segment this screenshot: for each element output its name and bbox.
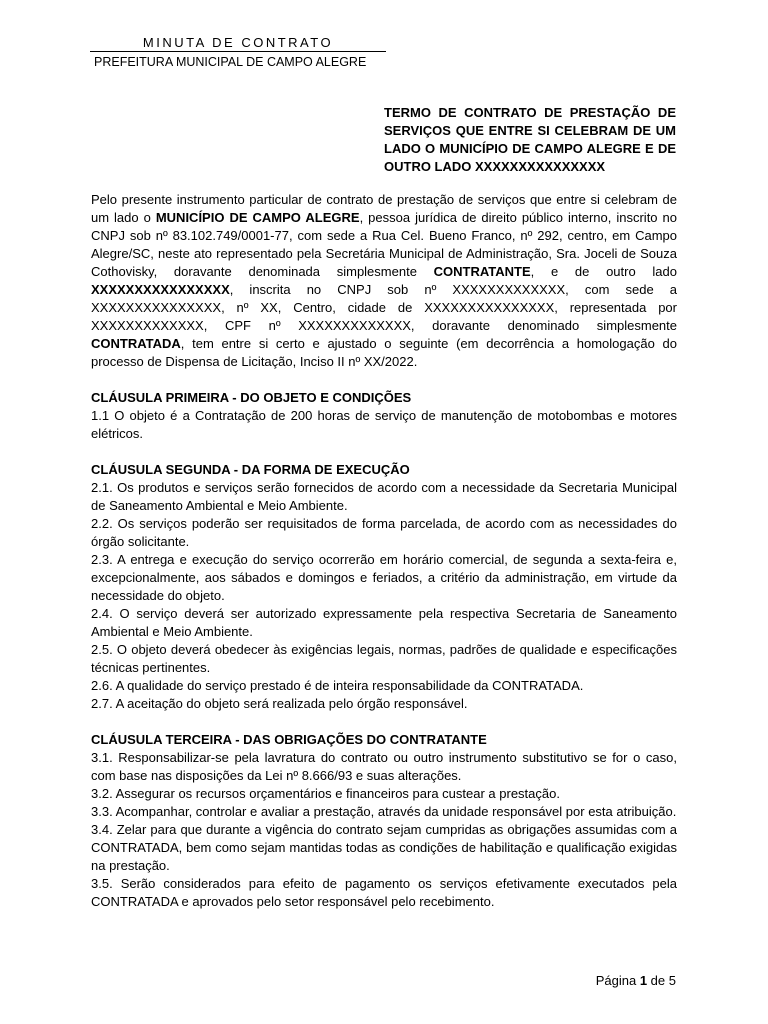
- header-subtitle: PREFEITURA MUNICIPAL DE CAMPO ALEGRE: [94, 55, 367, 69]
- page-number: 1: [639, 973, 648, 988]
- clause-heading: CLÁUSULA PRIMEIRA - DO OBJETO E CONDIÇÕES: [91, 390, 412, 405]
- contratada-placeholder-name: XXXXXXXXXXXXXXXX: [91, 282, 230, 297]
- clause-item: 2.7. A aceitação do objeto será realizada pelo órgão responsável.: [91, 696, 468, 711]
- intro-text-4: , inscrita no CNPJ sob nº XXXXXXXXXXXXX, com sede a XXXXXXXXXXXXXXX, nº XX, Centro, cidade de XXXXXXXXXXXXXXX, representada por XXXXXXXXXXXXX, CPF nº XXXXXXXXXXXXX, doravante denominado simplesmente: [91, 282, 677, 333]
- clause-heading: CLÁUSULA TERCEIRA - DAS OBRIGAÇÕES DO CONTRATANTE: [91, 732, 487, 747]
- page-footer: [596, 972, 676, 990]
- clause-item: 1.1 O objeto é a Contratação de 200 horas de serviço de manutenção de motobombas e motores elétricos.: [91, 408, 677, 441]
- clause-item: 3.2. Assegurar os recursos orçamentários e financeiros para custear a prestação.: [91, 786, 560, 801]
- intro-paragraph: [91, 191, 677, 371]
- spacer: [91, 443, 677, 461]
- clause-item: 2.3. A entrega e execução do serviço ocorrerão em horário comercial, de segunda a sexta-feira e, excepcionalmente, aos sábados e domingos e feriados, a critério da administração, em virtude da necessidade do objeto.: [91, 552, 677, 603]
- clause-item: 3.3. Acompanhar, controlar e avaliar a prestação, através da unidade responsável por esta atribuição.: [91, 804, 677, 819]
- intro-text-2: , pessoa jurídica de direito público interno, inscrito no CNPJ sob nº 83.102.749/0001-77, com sede a Rua Cel. Bueno Franco, nº 292, centro, em Campo Alegre/SC, neste ato representado pela Secretária Municipal de Administração, Sra. Joceli de Souza Cothovisky, doravante denominada simplesmente: [91, 210, 677, 279]
- clause-item: 2.4. O serviço deverá ser autorizado expressamente pela respectiva Secretaria de Saneamento Ambiental e Meio Ambiente.: [91, 606, 677, 639]
- contratada-label: CONTRATADA: [91, 336, 181, 351]
- clause-item: 2.6. A qualidade do serviço prestado é de inteira responsabilidade da CONTRATADA.: [91, 678, 584, 693]
- clause-item: 3.1. Responsabilizar-se pela lavratura do contrato ou outro instrumento substitutivo se for o caso, com base nas disposições da Lei nº 8.666/93 e suas alterações.: [91, 750, 677, 783]
- clause-item: 2.5. O objeto deverá obedecer às exigências legais, normas, padrões de qualidade e especificações técnicas pertinentes.: [91, 642, 677, 675]
- page-total: 5: [668, 973, 676, 988]
- spacer: [91, 371, 677, 389]
- spacer: [91, 713, 677, 731]
- intro-text-3: , e de outro lado: [530, 264, 677, 279]
- contract-title: TERMO DE CONTRATO DE PRESTAÇÃO DE SERVIÇOS QUE ENTRE SI CELEBRAM DE UM LADO O MUNICÍPIO DE CAMPO ALEGRE E DE OUTRO LADO XXXXXXXXXXXXXXX: [384, 105, 676, 174]
- municipio-name: MUNICÍPIO DE CAMPO ALEGRE: [155, 210, 360, 225]
- clause-heading: CLÁUSULA SEGUNDA - DA FORMA DE EXECUÇÃO: [91, 462, 410, 477]
- intro-text-5: , tem entre si certo e ajustado o seguinte (em decorrência a homologação do processo de Dispensa de Licitação, Inciso II nº XX/2022.: [91, 336, 677, 369]
- page-separator: de: [650, 973, 666, 988]
- intro-text-1: Pelo presente instrumento particular de contrato de prestação de serviços que entre si celebram de um lado o: [91, 192, 677, 225]
- clause-item: 2.2. Os serviços poderão ser requisitados de forma parcelada, de acordo com as necessidades do órgão solicitante.: [91, 516, 677, 549]
- clause-item: 3.5. Serão considerados para efeito de pagamento os serviços efetivamente executados pela CONTRATADA e aprovados pelo setor responsável pelo recebimento.: [91, 876, 677, 909]
- document-header: [90, 35, 386, 71]
- contratante-label: CONTRATANTE: [433, 264, 531, 279]
- page-label: Página: [595, 973, 637, 988]
- header-title: MINUTA DE CONTRATO: [90, 35, 386, 52]
- clause-item: 3.4. Zelar para que durante a vigência do contrato sejam cumpridas as obrigações assumidas com a CONTRATADA, bem como sejam mantidas todas as condições de habilitação e qualificação exigidas na prestação.: [91, 822, 677, 873]
- clause-item: 2.1. Os produtos e serviços serão fornecidos de acordo com a necessidade da Secretaria Municipal de Saneamento Ambiental e Meio Ambiente.: [91, 480, 677, 513]
- contract-body: [91, 191, 677, 911]
